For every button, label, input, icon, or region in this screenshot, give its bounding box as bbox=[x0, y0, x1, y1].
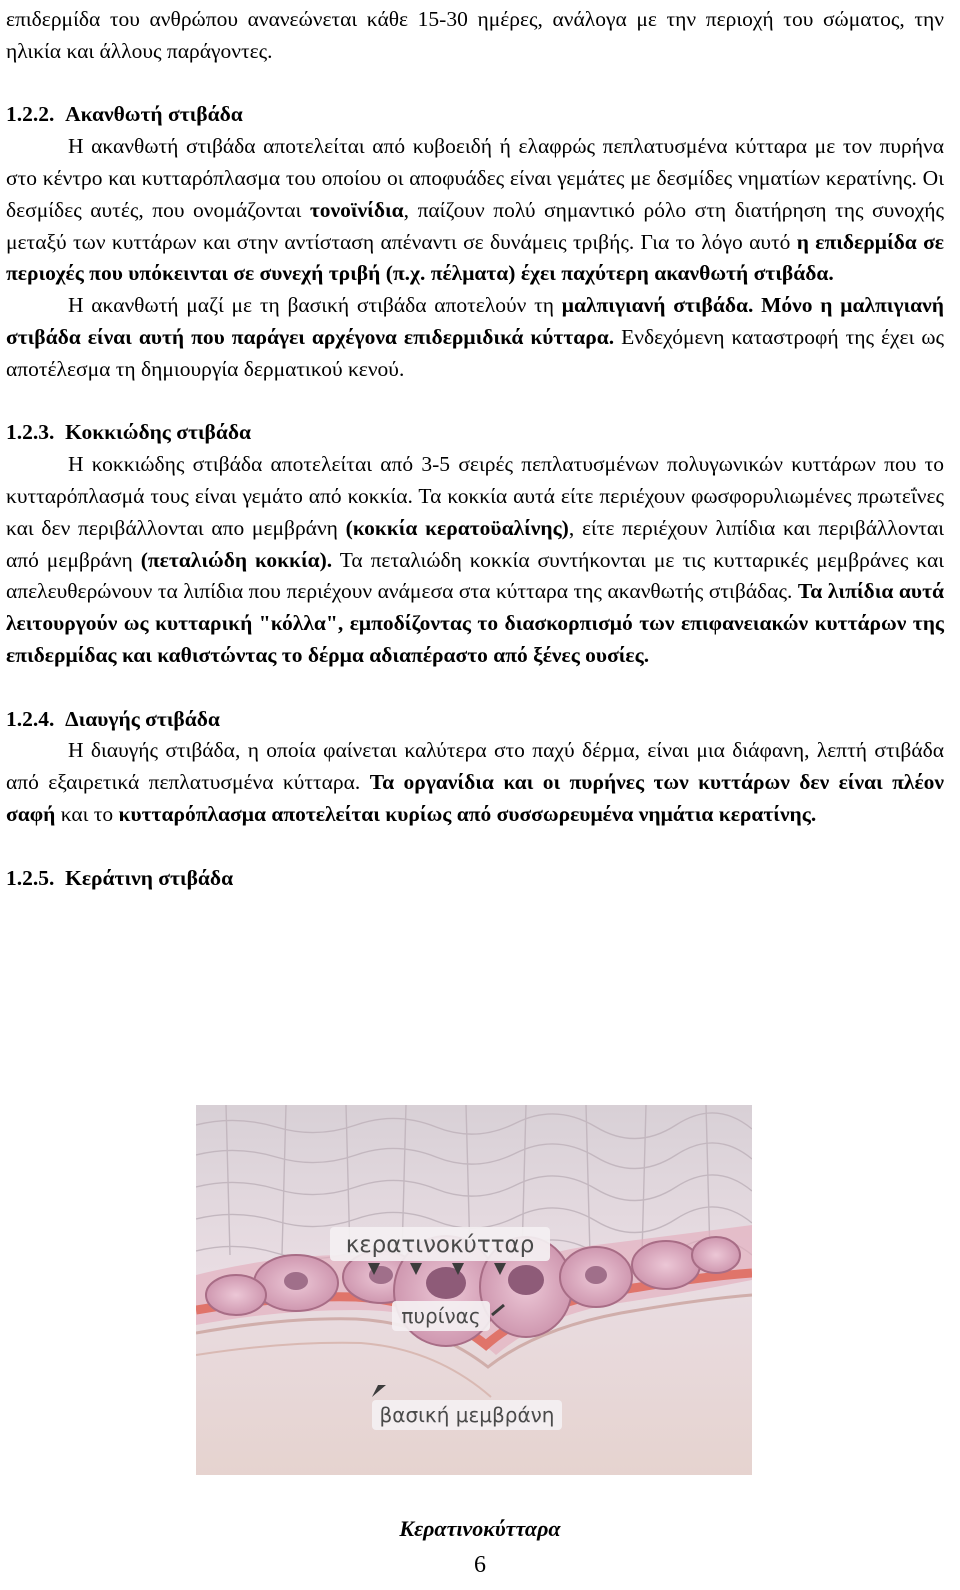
text-run bbox=[753, 293, 761, 317]
paragraph-spinous-2 bbox=[6, 290, 944, 385]
section-number: 1.2.5. bbox=[6, 865, 55, 890]
paragraph-spinous-1 bbox=[6, 131, 944, 290]
paragraph-lucidum bbox=[6, 735, 944, 830]
section-title: Κοκκιώδης στιβάδα bbox=[65, 420, 252, 445]
label-basement-membrane: βασική μεμβράνη bbox=[379, 1403, 555, 1427]
bold-statement: Μόνο η μαλπιγιανή στιβάδα είναι αυτή που παράγει αρχέγονα επιδερμιδικά κύτταρα. bbox=[6, 293, 944, 349]
section-number: 1.2.4. bbox=[6, 706, 55, 731]
text-run: Τα πεταλιώδη κοκκία συντήκονται με τις κυτταρικές μεμβράνες και απελευθερώνουν τα λιπίδια που περιέχουν ανάμεσα στα κύτταρα της ακανθωτής στιβάδας. bbox=[6, 547, 944, 604]
section-number: 1.2.2. bbox=[6, 102, 55, 127]
section-title: Ακανθωτή στιβάδα bbox=[65, 102, 243, 127]
nucleus-shape bbox=[585, 1266, 607, 1284]
bold-term: τονοϊνίδια bbox=[309, 197, 404, 222]
text-run: Η ακανθωτή μαζί με τη βασική στιβάδα αποτελούν τη bbox=[68, 293, 562, 318]
bold-statement: η επιδερμίδα σε περιοχές που υπόκεινται σε συνεχή τριβή (π.χ. πέλματα) έχει παχύτερη ακανθωτή στιβάδα. bbox=[6, 229, 944, 286]
paragraph-granular bbox=[6, 449, 944, 672]
text-run: Η κοκκιώδης στιβάδα αποτελείται από 3-5 σειρές πεπλατυσμένων πολυγωνικών κυττάρων που το κυτταρόπλασμά τους είναι γεμάτο από κοκκία. Τα κοκκία αυτά είτε περιέχουν φωσφορυλιωμένες πρωτεΐνες και δεν περιβάλλονται απο μεμβράνη bbox=[6, 452, 944, 540]
section-heading-1-2-4 bbox=[6, 704, 944, 736]
section-heading-1-2-2 bbox=[6, 99, 944, 131]
bold-term: (κοκκία κερατοϋαλίνης) bbox=[345, 515, 569, 540]
page-number: 6 bbox=[474, 1552, 486, 1578]
figure-caption: Κερατινοκύτταρα bbox=[399, 1516, 561, 1541]
label-keratinocyte: κερατινοκύτταρ bbox=[345, 1232, 535, 1258]
text-run: Ενδεχόμενη καταστροφή της έχει ως αποτέλεσμα τη δημιουργία δερματικού κενού. bbox=[6, 324, 944, 381]
keratinocyte-diagram bbox=[196, 1105, 752, 1475]
nucleus-shape bbox=[426, 1267, 466, 1299]
nucleus-shape bbox=[508, 1265, 544, 1295]
nucleus-shape bbox=[284, 1272, 308, 1290]
bold-statement: Τα λιπίδια αυτά λειτουργούν ως κυτταρική "κόλλα", εμποδίζοντας το διασκορπισμό των επιφανειακών κυττάρων της επιδερμίδας και καθιστώντας το δέρμα αδιαπέραστο από ξένες ουσίες. bbox=[6, 579, 944, 667]
section-title: Κεράτινη στιβάδα bbox=[65, 865, 234, 890]
bold-statement: Τα οργανίδια και οι πυρήνες των κυττάρων δεν είναι πλέον σαφή bbox=[6, 770, 945, 826]
intro-paragraph: επιδερμίδα του ανθρώπου ανανεώνεται κάθε 15-30 ημέρες, ανάλογα με την περιοχή του σώματος, την ηλικία και άλλους παράγοντες. bbox=[6, 7, 944, 63]
bold-term: μαλπιγιανή στιβάδα. bbox=[561, 293, 754, 318]
text-run: και το bbox=[55, 801, 119, 826]
section-title: Διαυγής στιβάδα bbox=[65, 706, 220, 731]
label-nucleus: πυρίνας bbox=[401, 1304, 481, 1328]
section-number: 1.2.3. bbox=[6, 420, 55, 445]
keratinocyte-illustration bbox=[196, 1105, 752, 1475]
text-run: , παίζουν πολύ σημαντικό ρόλο στη διατήρηση της συνοχής μεταξύ των κυττάρων και στην αντίσταση απέναντι σε δυνάμεις τριβής. Για το λόγο αυτό bbox=[6, 197, 944, 254]
document-page bbox=[6, 4, 944, 894]
text-run: , είτε περιέχουν λιπίδια και περιβάλλονται από μεμβράνη bbox=[6, 515, 944, 572]
bold-term: (πεταλιώδη κοκκία). bbox=[140, 547, 333, 572]
text-run: Η διαυγής στιβάδα, η οποία φαίνεται καλύτερα στο παχύ δέρμα, είναι μια διάφανη, λεπτή στιβάδα από εξαιρετικά πεπλατυσμένα κύτταρα. bbox=[6, 738, 944, 795]
text-run: Η ακανθωτή στιβάδα αποτελείται από κυβοειδή ή ελαφρώς πεπλατυσμένα κύτταρα με τον πυρήνα στο κέντρο και κυτταρόπλασμα του οποίου οι αποφυάδες είναι γεμάτες με δεσμίδες νηματίων κερατίνης. Οι δεσμίδες αυτές, που ονομάζονται bbox=[6, 134, 944, 222]
bold-statement: κυτταρόπλασμα αποτελείται κυρίως από συσσωρευμένα νημάτια κερατίνης. bbox=[118, 801, 817, 826]
section-heading-1-2-3 bbox=[6, 417, 944, 449]
section-heading-1-2-5 bbox=[6, 863, 944, 895]
